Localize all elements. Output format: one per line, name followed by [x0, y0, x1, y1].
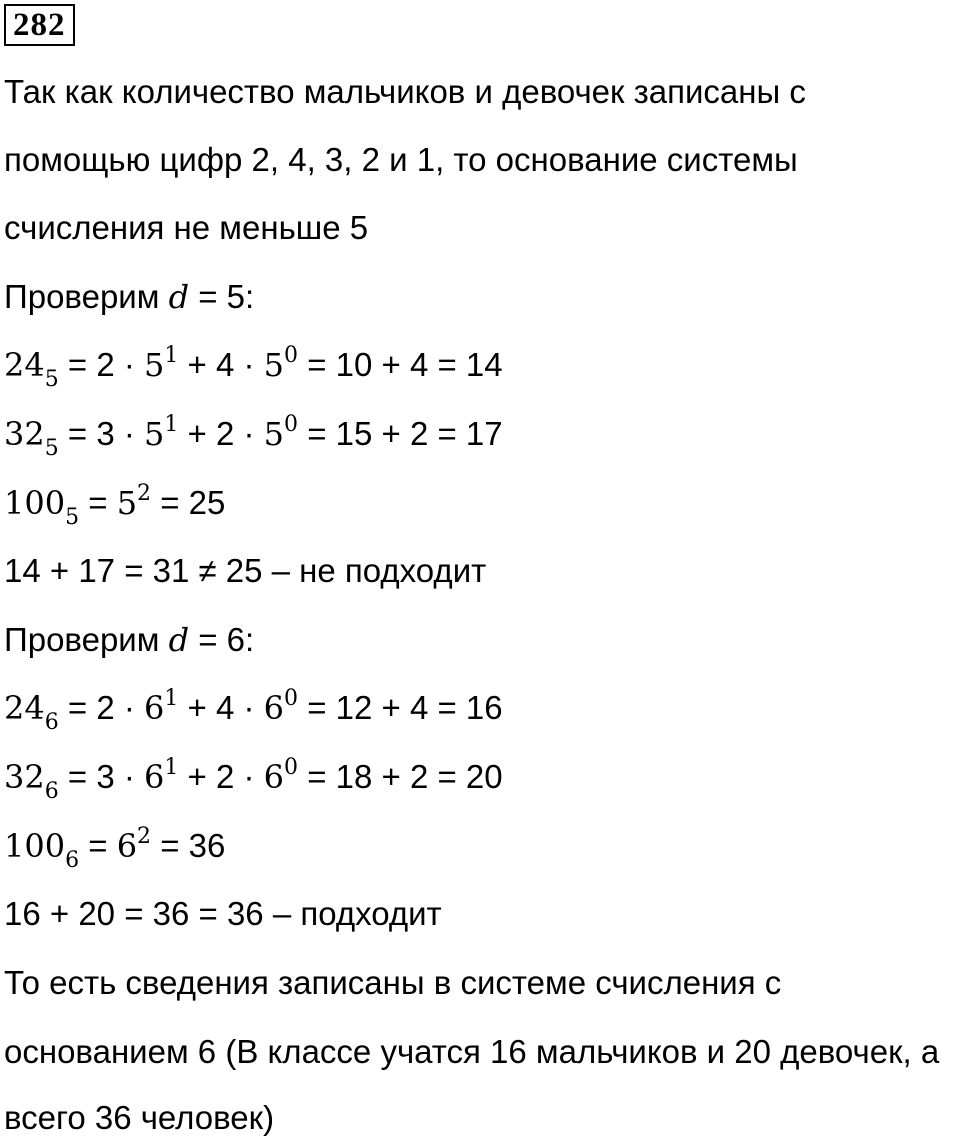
d6-eq1-result: = 12 + 4 = 16	[298, 689, 503, 726]
d5-eq3-equals: =	[79, 484, 117, 521]
d6-eq2-power2-base: 6	[263, 758, 285, 796]
d5-eq2-power1-exp: 1	[164, 412, 179, 437]
d5-eq1-number: 24	[4, 346, 45, 384]
intro-line-1: Так как количество мальчиков и девочек записаны с	[4, 73, 806, 110]
check-d5-prefix: Проверим	[4, 278, 169, 315]
d5-eq1-base: 5	[44, 367, 59, 392]
check-d6-variable: d	[168, 621, 190, 659]
d5-eq3-result: = 25	[151, 484, 226, 521]
d5-eq2-number: 32	[4, 415, 45, 453]
d5-eq2-power1-base: 5	[144, 415, 165, 453]
d6-eq1-power2-base: 6	[263, 689, 285, 727]
d5-eq2-base: 5	[44, 436, 59, 461]
d5-eq3-power-exp: 2	[137, 481, 152, 506]
d6-eq3-result: = 36	[151, 827, 226, 864]
d6-eq1-base: 6	[44, 710, 59, 735]
d6-eq2-term2: + 2 ·	[178, 758, 264, 795]
d5-equation-3	[4, 483, 225, 528]
d5-equation-1	[4, 345, 503, 390]
d5-conclusion: 14 + 17 = 31 ≠ 25 – не подходит	[4, 552, 487, 589]
d5-eq2-result: = 15 + 2 = 17	[298, 415, 503, 452]
d6-eq1-number: 24	[4, 689, 45, 727]
d5-eq1-term2: + 4 ·	[178, 346, 264, 383]
d5-eq3-number: 100	[4, 484, 66, 522]
d6-eq1-power1-exp: 1	[164, 686, 179, 711]
d6-eq1-power1-base: 6	[144, 689, 165, 727]
d6-eq3-base: 6	[65, 848, 80, 873]
d5-eq1-power2-base: 5	[263, 346, 285, 384]
d6-eq2-term1: = 3 ·	[58, 758, 145, 795]
d6-eq2-power1-exp: 1	[164, 755, 179, 780]
d6-eq2-power2-exp: 0	[284, 755, 299, 780]
d6-eq2-result: = 18 + 2 = 20	[298, 758, 503, 795]
d5-equation-2	[4, 414, 503, 459]
d6-eq3-number: 100	[4, 827, 66, 865]
d5-eq1-term1: = 2 ·	[58, 346, 145, 383]
d5-eq2-term1: = 3 ·	[58, 415, 145, 452]
d6-eq1-term2: + 4 ·	[178, 689, 264, 726]
problem-number-box: 282	[4, 4, 75, 46]
check-d5-suffix: = 5:	[189, 278, 255, 315]
d6-conclusion: 16 + 20 = 36 = 36 – подходит	[4, 895, 442, 932]
d6-eq1-power2-exp: 0	[284, 686, 299, 711]
check-d5-heading	[4, 277, 254, 317]
check-d6-suffix: = 6:	[189, 621, 255, 658]
d5-eq1-power1-exp: 1	[164, 343, 179, 368]
d6-eq3-power-exp: 2	[137, 824, 152, 849]
intro-line-3: счисления не меньше 5	[4, 209, 369, 246]
final-line-1: То есть сведения записаны в системе счисления с	[4, 964, 782, 1001]
d6-eq2-number: 32	[4, 758, 45, 796]
d5-eq2-term2: + 2 ·	[178, 415, 264, 452]
check-d5-variable: d	[168, 278, 190, 316]
d6-eq3-power-base: 6	[116, 827, 138, 865]
d6-eq3-equals: =	[79, 827, 117, 864]
d5-eq3-power-base: 5	[116, 484, 138, 522]
d5-eq1-power2-exp: 0	[284, 343, 299, 368]
d6-eq2-base: 6	[44, 779, 59, 804]
d6-eq1-term1: = 2 ·	[58, 689, 145, 726]
intro-line-2: помощью цифр 2, 4, 3, 2 и 1, то основание системы	[4, 141, 798, 178]
d5-eq1-power1-base: 5	[144, 346, 165, 384]
check-d6-prefix: Проверим	[4, 621, 169, 658]
d6-eq2-power1-base: 6	[144, 758, 165, 796]
d6-equation-3	[4, 826, 225, 871]
d5-eq2-power2-exp: 0	[284, 412, 299, 437]
d5-eq1-result: = 10 + 4 = 14	[298, 346, 503, 383]
d5-eq3-base: 5	[65, 505, 80, 530]
d6-equation-1	[4, 688, 503, 733]
final-line-2: основанием 6 (В классе учатся 16 мальчиков и 20 девочек, а	[4, 1033, 940, 1070]
d5-eq2-power2-base: 5	[263, 415, 285, 453]
final-line-3: всего 36 человек)	[4, 1099, 275, 1136]
d6-equation-2	[4, 757, 503, 802]
check-d6-heading	[4, 620, 254, 660]
